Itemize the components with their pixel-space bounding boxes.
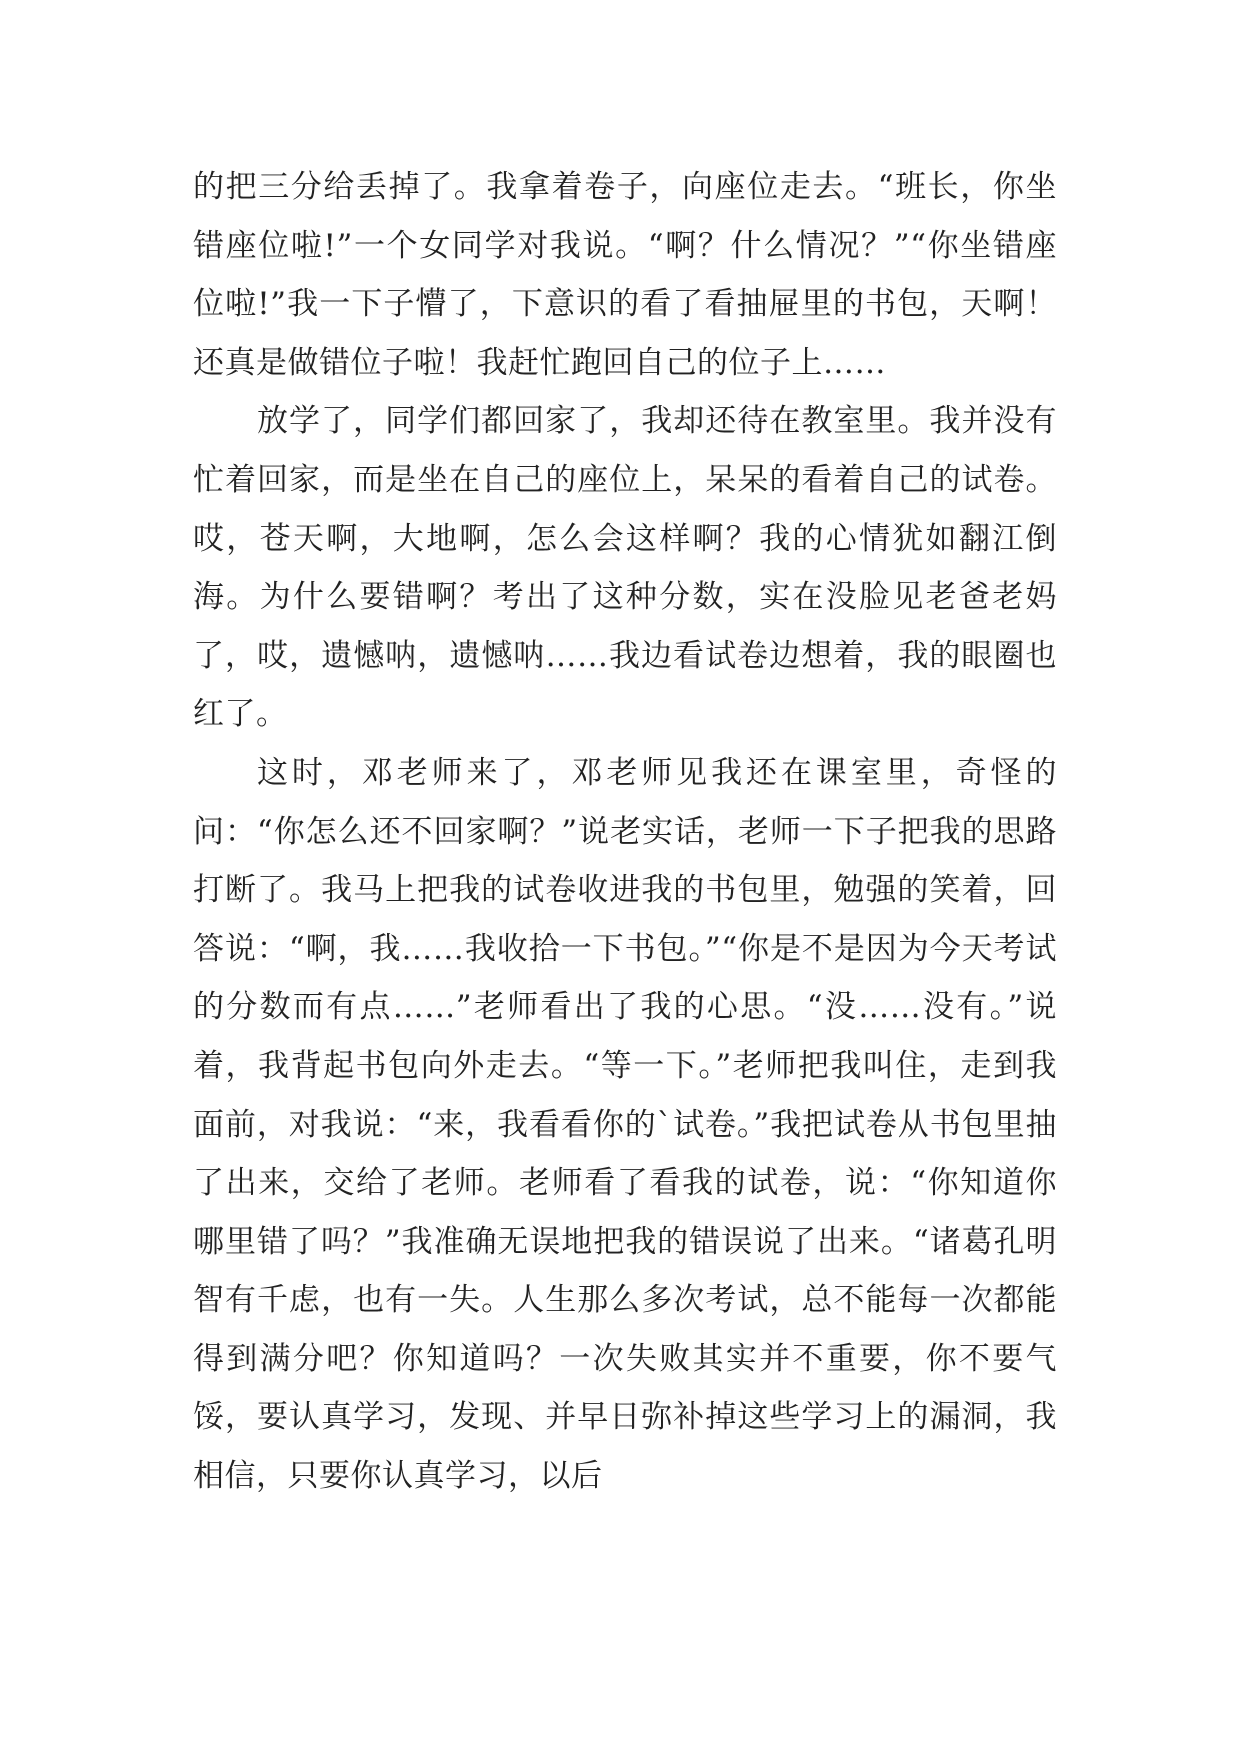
paragraph-teacher-talk: 这时，邓老师来了，邓老师见我还在课室里，奇怪的问：“你怎么还不回家啊？”说老实话，老师一下子把我的思路打断了。我马上把我的试卷收进我的书包里，勉强的笑着，回答说：“啊，我……我收拾一下书包。”“你是不是因为今天考试的分数而有点……”老师看出了我的心思。“没……没有。”说着，我背起书包向外走去。“等一下。”老师把我叫住，走到我面前，对我说：“来，我看看你的`试卷。”我把试卷从书包里抽了出来，交给了老师。老师看了看我的试卷，说：“你知道你哪里错了吗？”我准确无误地把我的错误说了出来。“诸葛孔明智有千虑，也有一失。人生那么多次考试，总不能每一次都能得到满分吧？你知道吗？一次失败其实并不重要，你不要气馁，要认真学习，发现、并早日弥补掉这些学习上的漏洞，我相信，只要你认真学习，以后 bbox=[193, 754, 1057, 1495]
paragraph-after-school: 放学了，同学们都回家了，我却还待在教室里。我并没有忙着回家，而是坐在自己的座位上，呆呆的看着自己的试卷。哎，苍天啊，大地啊，怎么会这样啊？我的心情犹如翻江倒海。为什么要错啊？考出了这种分数，实在没脸见老爸老妈了，哎，遗憾呐，遗憾呐……我边看试卷边想着，我的眼圈也红了。 bbox=[193, 403, 1057, 733]
paragraph-continued: 的把三分给丢掉了。我拿着卷子，向座位走去。“班长，你坐错座位啦!”一个女同学对我说。“啊？什么情况？”“你坐错座位啦!”我一下子懵了，下意识的看了看抽屉里的书包，天啊！还真是做错位子啦！我赶忙跑回自己的位子上…… bbox=[193, 169, 1057, 381]
document-body bbox=[193, 158, 1057, 1506]
